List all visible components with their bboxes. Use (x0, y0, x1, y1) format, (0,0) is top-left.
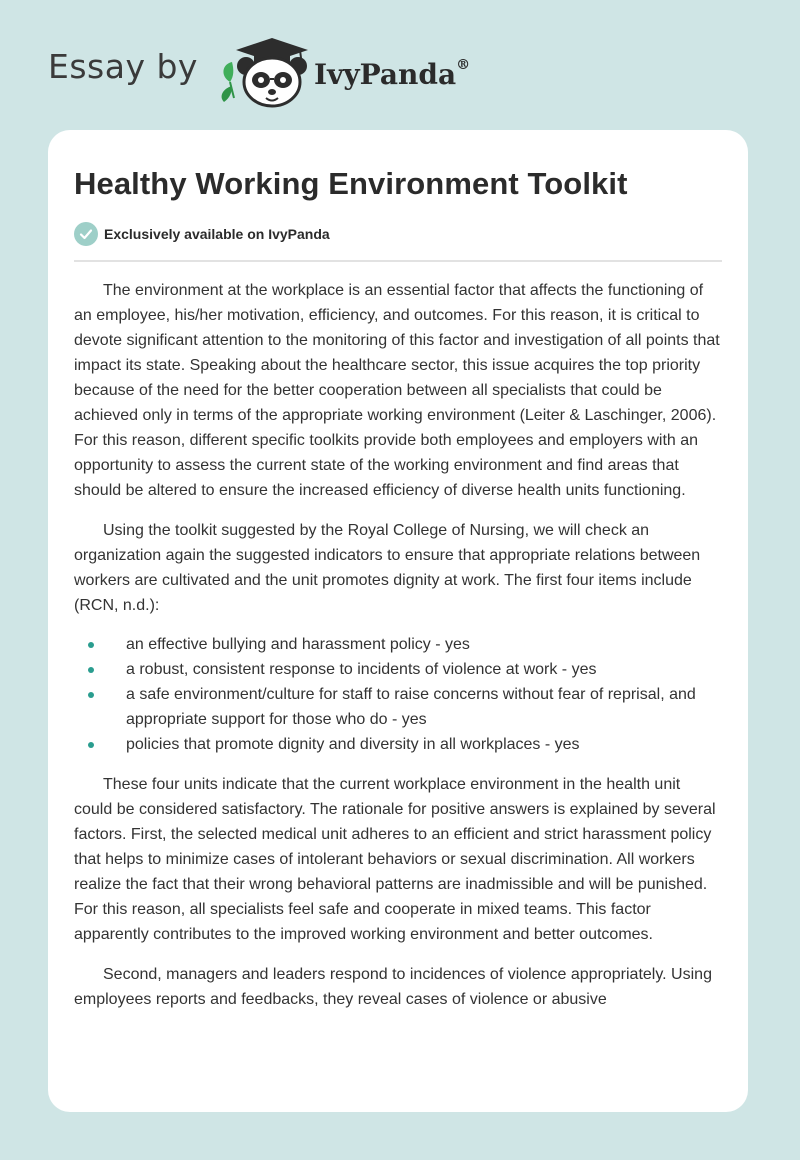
exclusive-badge (74, 220, 722, 248)
paragraph: The environment at the workplace is an essential factor that affects the functioning of an employee, his/her motivation, efficiency, and outcomes. For this reason, it is critical to devote significant attention to the monitoring of this factor and investigation of all points that impact its state. Speaking about the healthcare sector, this issue acquires the top priority because of the need for the better cooperation between all specialists that could be achieved only in terms of the appropriate working environment (Leiter & Laschinger, 2006). For this reason, different specific toolkits provide both employees and employers with an opportunity to assess the current state of the working environment and find areas that should be altered to ensure the increased efficiency of diverse health units functioning. (74, 282, 720, 499)
bullet-icon (88, 642, 94, 648)
check-icon (74, 222, 98, 246)
bullet-icon (88, 692, 94, 698)
indicator-list (74, 632, 722, 757)
brand-prefix: Essay by (48, 46, 198, 86)
bullet-icon (88, 667, 94, 673)
essay-card (48, 130, 748, 1112)
paragraph: Using the toolkit suggested by the Royal College of Nursing, we will check an organization again the suggested indicators to ensure that appropriate relations between workers are cultivated and the unit promotes dignity at work. The first four items include (RCN, n.d.): (74, 522, 701, 614)
divider (74, 260, 722, 262)
exclusive-label: Exclusively available on IvyPanda (104, 226, 330, 242)
list-item: policies that promote dignity and diversity in all workplaces - yes (74, 732, 722, 757)
paragraph: Second, managers and leaders respond to incidences of violence appropriately. Using employees reports and feedbacks, they reveal cases of violence or abusive (74, 966, 712, 1008)
site-header (48, 36, 470, 108)
list-item: an effective bullying and harassment policy - yes (74, 632, 722, 657)
brand-name[interactable]: IvyPanda® (313, 57, 471, 91)
panda-logo-icon[interactable] (216, 36, 308, 108)
bullet-icon (88, 742, 94, 748)
list-item: a safe environment/culture for staff to raise concerns without fear of reprisal, and appropriate support for those who do - yes (74, 682, 722, 732)
paragraph: These four units indicate that the current workplace environment in the health unit could be considered satisfactory. The rationale for positive answers is explained by several factors. First, the selected medical unit adheres to an efficient and strict harassment policy that helps to minimize cases of intolerant behaviors or sexual discrimination. All workers realize the fact that their wrong behavioral patterns are inadmissible and will be punished. For this reason, all specialists feel safe and cooperate in mixed teams. This factor apparently contributes to the improved working environment and better outcomes. (74, 776, 716, 943)
list-item: a robust, consistent response to incidents of violence at work - yes (74, 657, 722, 682)
page-title: Healthy Working Environment Toolkit (74, 166, 628, 201)
